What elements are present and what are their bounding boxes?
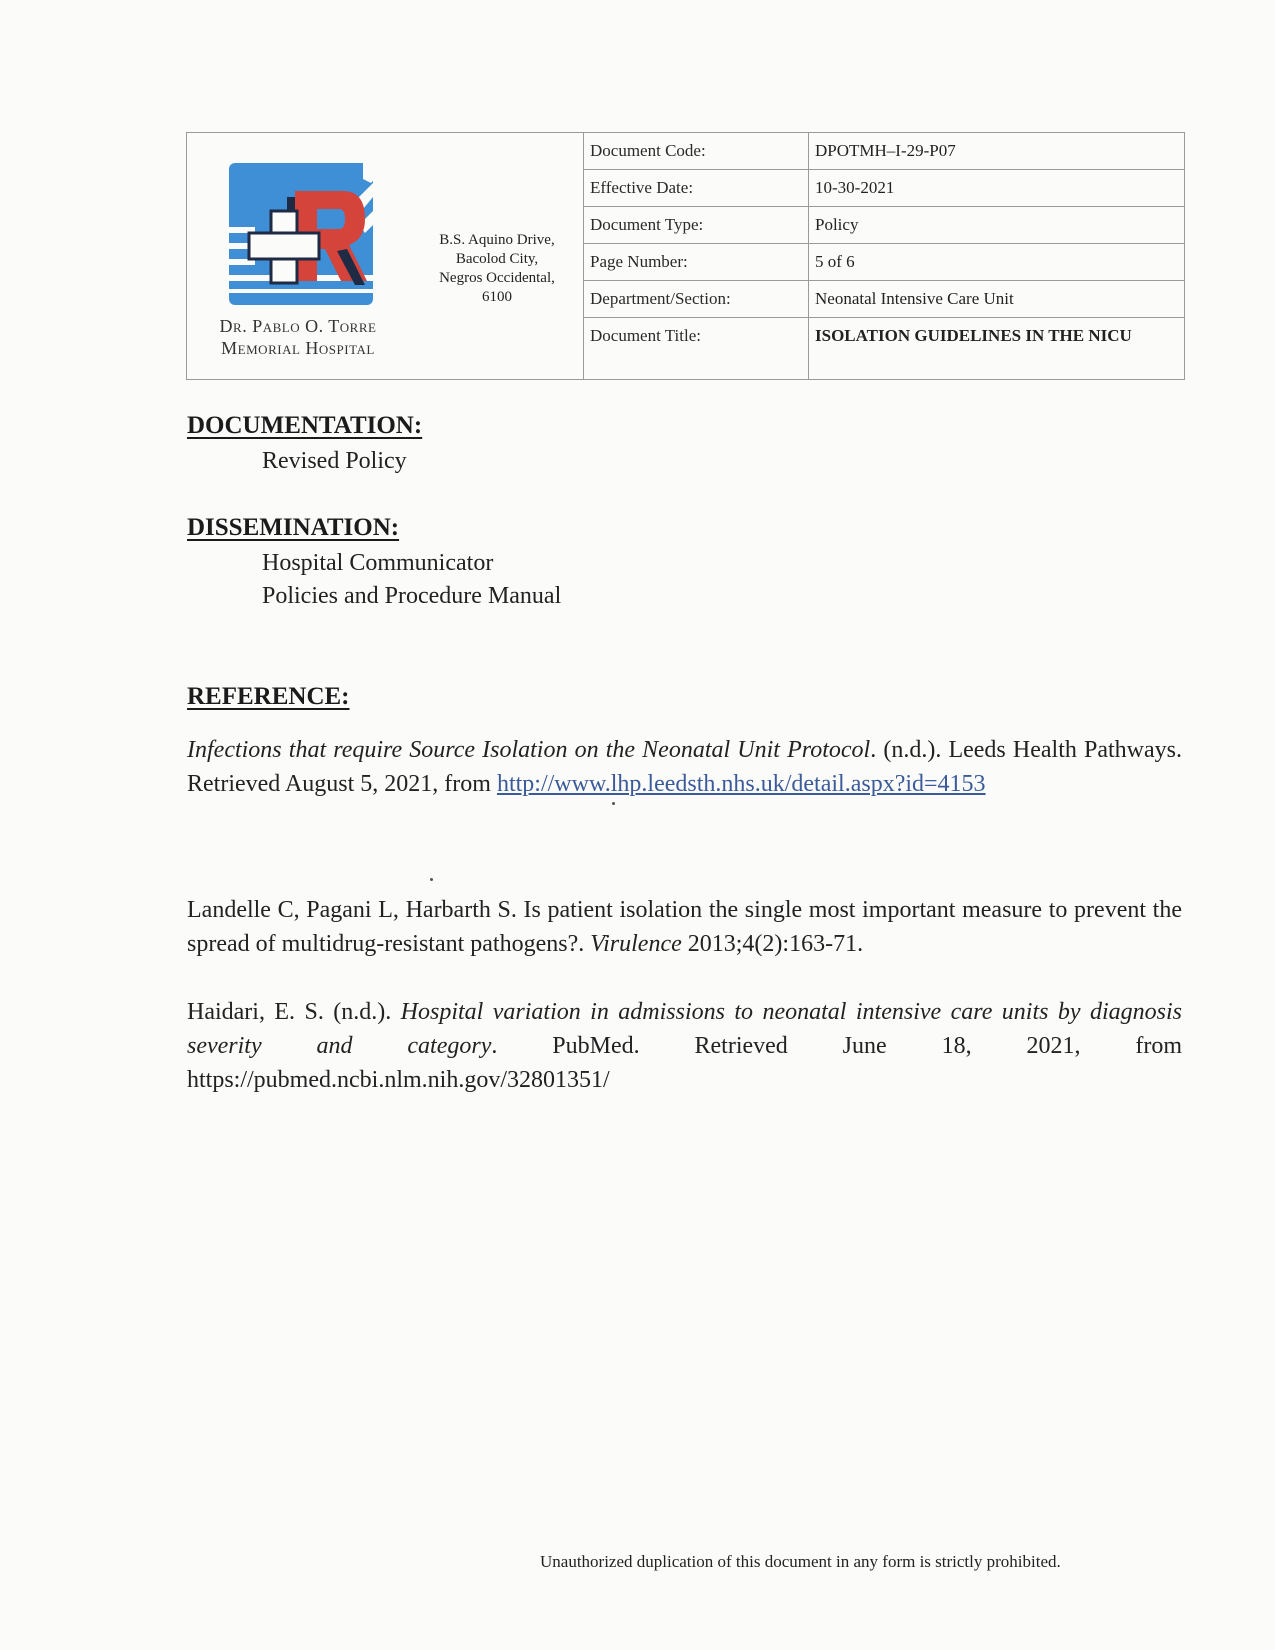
hospital-logo-icon (225, 161, 383, 311)
meta-row-type: Document Type: Policy (584, 207, 1184, 244)
document-meta-table (584, 133, 1184, 379)
reference-entry-3: Haidari, E. S. (n.d.). Hospital variation in admissions to neonatal intensive care units by diagnosis severity and category. PubMed. Retrieved June 18, 2021, from https://pubmed.ncbi.nlm.nih.gov/32801351/ (187, 999, 1182, 1093)
meta-row-title: Document Title: ISOLATION GUIDELINES IN THE NICU (584, 318, 1184, 379)
hospital-name: Dr. Pablo O. Torre Memorial Hospital (219, 316, 377, 358)
meta-row-page: Page Number: 5 of 6 (584, 244, 1184, 281)
document-header (186, 132, 1185, 380)
meta-row-code: Document Code: DPOTMH–I-29-P07 (584, 133, 1184, 170)
dissemination-item: Policies and Procedure Manual (262, 583, 562, 609)
hospital-address: B.S. Aquino Drive, Bacolod City, Negros Occidental, 6100 (439, 232, 555, 305)
reference-entry-1: Infections that require Source Isolation on the Neonatal Unit Protocol. (n.d.). Leeds Health Pathways. Retrieved August 5, 2021, from http://www.lhp.leedsth.nhs.uk/detail.aspx?id=4153 (187, 737, 1182, 797)
hospital-brand (187, 133, 584, 379)
scan-speck (430, 878, 433, 881)
documentation-item: Revised Policy (262, 448, 407, 474)
footer-notice: Unauthorized duplication of this document in any form is strictly prohibited. (540, 1552, 1061, 1571)
reference-heading: REFERENCE: (187, 683, 350, 710)
meta-row-department: Department/Section: Neonatal Intensive Care Unit (584, 281, 1184, 318)
dissemination-heading: DISSEMINATION: (187, 514, 400, 541)
meta-row-date: Effective Date: 10-30-2021 (584, 170, 1184, 207)
dissemination-item: Hospital Communicator (262, 550, 494, 576)
scan-speck (612, 802, 615, 805)
reference-link[interactable]: http://www.lhp.leedsth.nhs.uk/detail.aspx?id=4153 (496, 771, 986, 797)
reference-entry-2: Landelle C, Pagani L, Harbarth S. Is patient isolation the single most important measure to prevent the spread of multidrug-resistant pathogens?. Virulence 2013;4(2):163-71. (187, 897, 1182, 957)
documentation-heading: DOCUMENTATION: (187, 412, 423, 439)
